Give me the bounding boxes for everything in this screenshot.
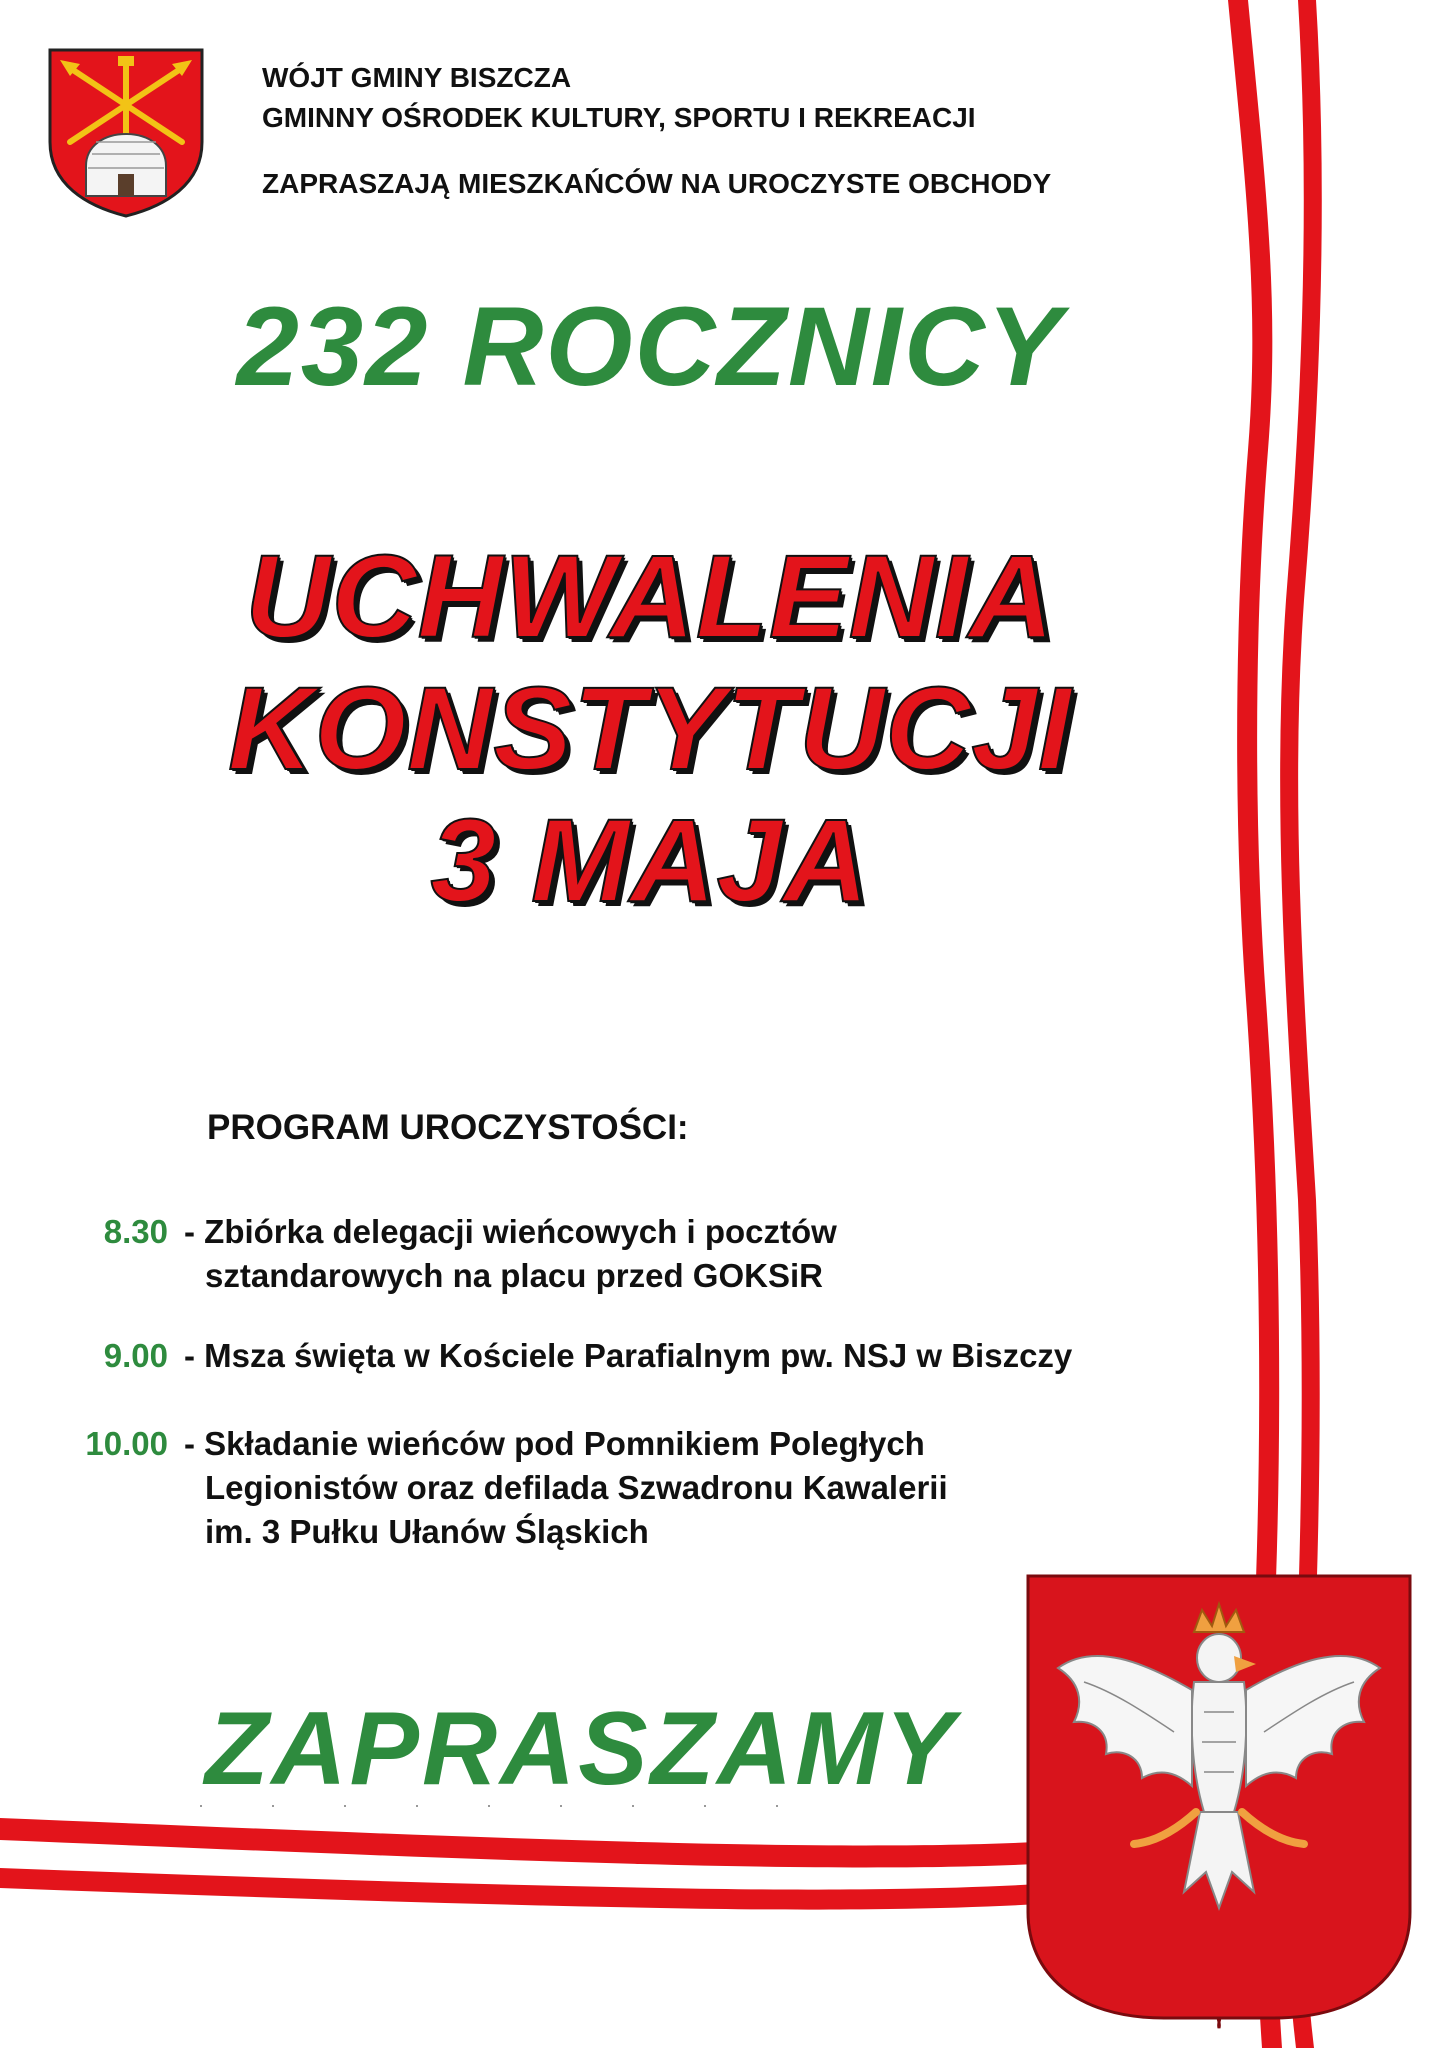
program-item [60,1334,1072,1378]
closing-invitation: ZAPRASZAMY [205,1691,958,1807]
title-line-3: 3 MAJA [430,795,870,927]
title-line-2: KONSTYTUCJI [228,663,1072,795]
program-item-text: - Zbiórka delegacji wieńcowych i pocztów [184,1213,837,1250]
gmina-biszcza-coat-of-arms-icon [46,46,206,218]
program-item [60,1422,1072,1554]
organizers-header [262,58,1051,204]
organizer-line-2: GMINNY OŚRODEK KULTURY, SPORTU I REKREACJI [262,102,976,133]
anniversary-heading: 232 ROCZNICY [236,284,1064,409]
program-item-time: 10.00 [85,1425,168,1462]
program-item-text: im. 3 Pułku Ułanów Śląskich [205,1513,649,1550]
program-item-text: - Składanie wieńców pod Pomnikiem Poległych [184,1425,925,1462]
program-list [60,1210,1072,1590]
program-item-text: - Msza święta w Kościele Parafialnym pw. NSJ w Biszczy [184,1337,1073,1374]
program-title: PROGRAM UROCZYSTOŚCI: [207,1108,689,1147]
program-item-time: 8.30 [103,1213,168,1250]
program-item-time: 9.00 [103,1337,168,1374]
program-item-text: Legionistów oraz defilada Szwadronu Kawalerii [205,1469,948,1506]
program-item [60,1210,1072,1298]
polish-white-eagle-icon [1024,1572,1414,2032]
program-item-text: sztandarowych na placu przed GOKSiR [205,1257,823,1294]
title-line-1: UCHWALENIA [245,531,1055,663]
organizer-line-1: WÓJT GMINY BISZCZA [262,62,572,93]
invitation-line: ZAPRASZAJĄ MIESZKAŃCÓW NA UROCZYSTE OBCHODY [262,168,1052,199]
